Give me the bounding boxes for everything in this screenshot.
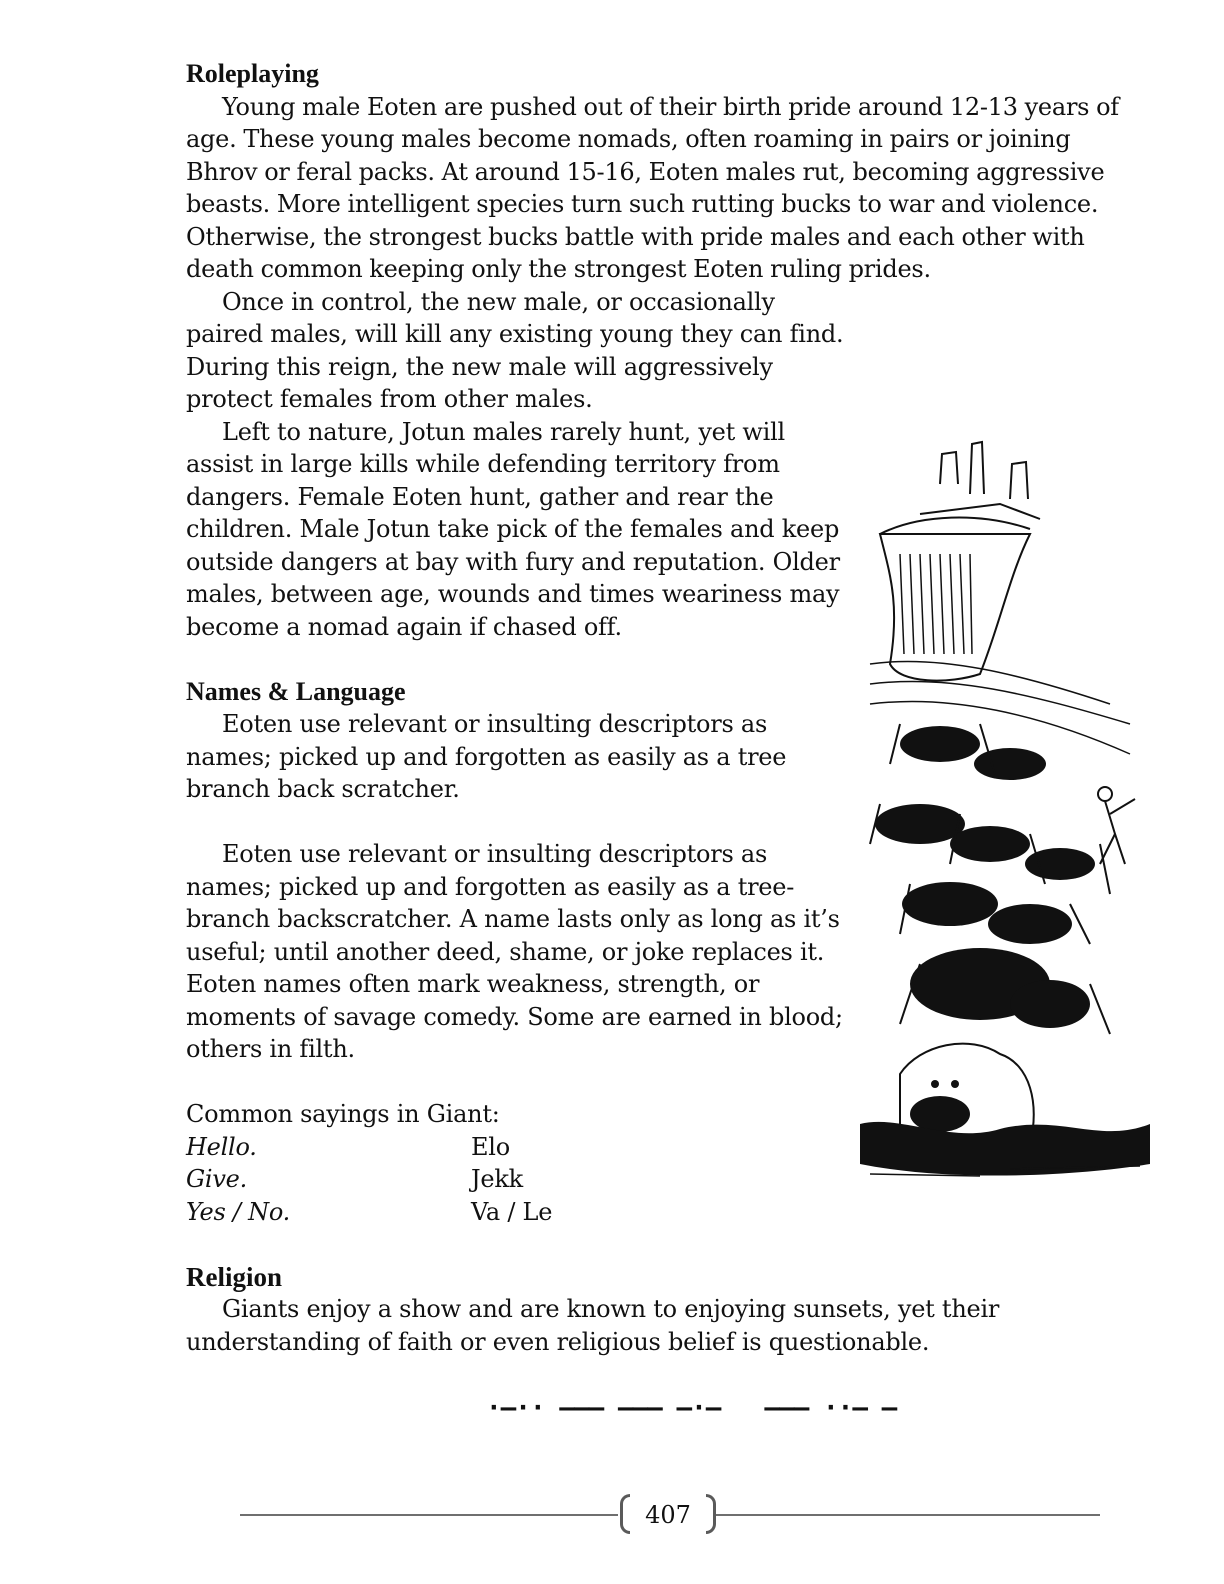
footer-rule-left	[240, 1514, 618, 1516]
footer-rule-right	[716, 1514, 1100, 1516]
page-number: 407	[645, 1501, 691, 1529]
religion-paragraph-1: Giants enjoy a show and are known to enjoying sunsets, yet their understanding of faith or even religious belief is questionable.	[186, 1295, 1000, 1356]
page-content	[186, 58, 1146, 1358]
saying-english: Give.	[186, 1165, 247, 1193]
saying-english: Hello.	[186, 1132, 257, 1161]
saying-giant: Elo	[471, 1132, 510, 1161]
saying-giant: Va / Le	[471, 1197, 553, 1226]
roleplaying-heading: Roleplaying	[186, 59, 319, 88]
morse-divider: ·–·· ––– ––– –·– ––– ··– –	[486, 1393, 897, 1423]
religion-heading: Religion	[186, 1261, 283, 1292]
saying-english: Yes / No.	[186, 1197, 291, 1226]
roleplaying-paragraph-2: Once in control, the new male, or occasionally paired males, will kill any existing young they can find. During this reign, the new male will aggressively protect females from other males.	[186, 287, 844, 413]
page-number-bracket-right	[706, 1494, 716, 1534]
giant-engraving-icon	[860, 424, 1150, 1184]
saying-giant: Jekk	[471, 1165, 523, 1193]
sayings-table	[186, 1131, 846, 1229]
names-paragraph-2: Eoten use relevant or insulting descriptors as names; picked up and forgotten as easily as a tree-branch backscratcher. A name lasts only as long as it’s useful; until another deed, shame, or joke replaces it. Eoten names often mark weakness, strength, or moments of savage comedy. Some are earned in blood; others in filth.	[186, 840, 843, 1063]
sayings-intro: Common sayings in Giant:	[186, 1100, 500, 1128]
names-paragraph-1: Eoten use relevant or insulting descriptors as names; picked up and forgotten as easily as a tree branch back scratcher.	[186, 710, 787, 803]
spacer	[186, 1228, 1146, 1261]
roleplaying-paragraph-3: Left to nature, Jotun males rarely hunt, yet will assist in large kills while defending territory from dangers. Female Eoten hunt, gather and rear the children. Male Jotun take pick of the females and keep outside dangers at bay with fury and reputation. Older males, between age, wounds and times weariness may become a nomad again if chased off.	[186, 417, 840, 641]
page-number-bracket-left	[620, 1494, 630, 1534]
giant-illustration	[860, 424, 1160, 1184]
names-heading: Names & Language	[186, 676, 406, 706]
roleplaying-paragraph-1: Young male Eoten are pushed out of their birth pride around 12-13 years of age. These young males become nomads, often roaming in pairs or joining Bhrov or feral packs. At around 15-16, Eoten males rut, becoming aggressive beasts. More intelligent species turn such rutting bucks to war and violence. Otherwise, the strongest bucks battle with pride males and each other with death common keeping only the strongest Eoten ruling prides.	[186, 92, 1119, 283]
